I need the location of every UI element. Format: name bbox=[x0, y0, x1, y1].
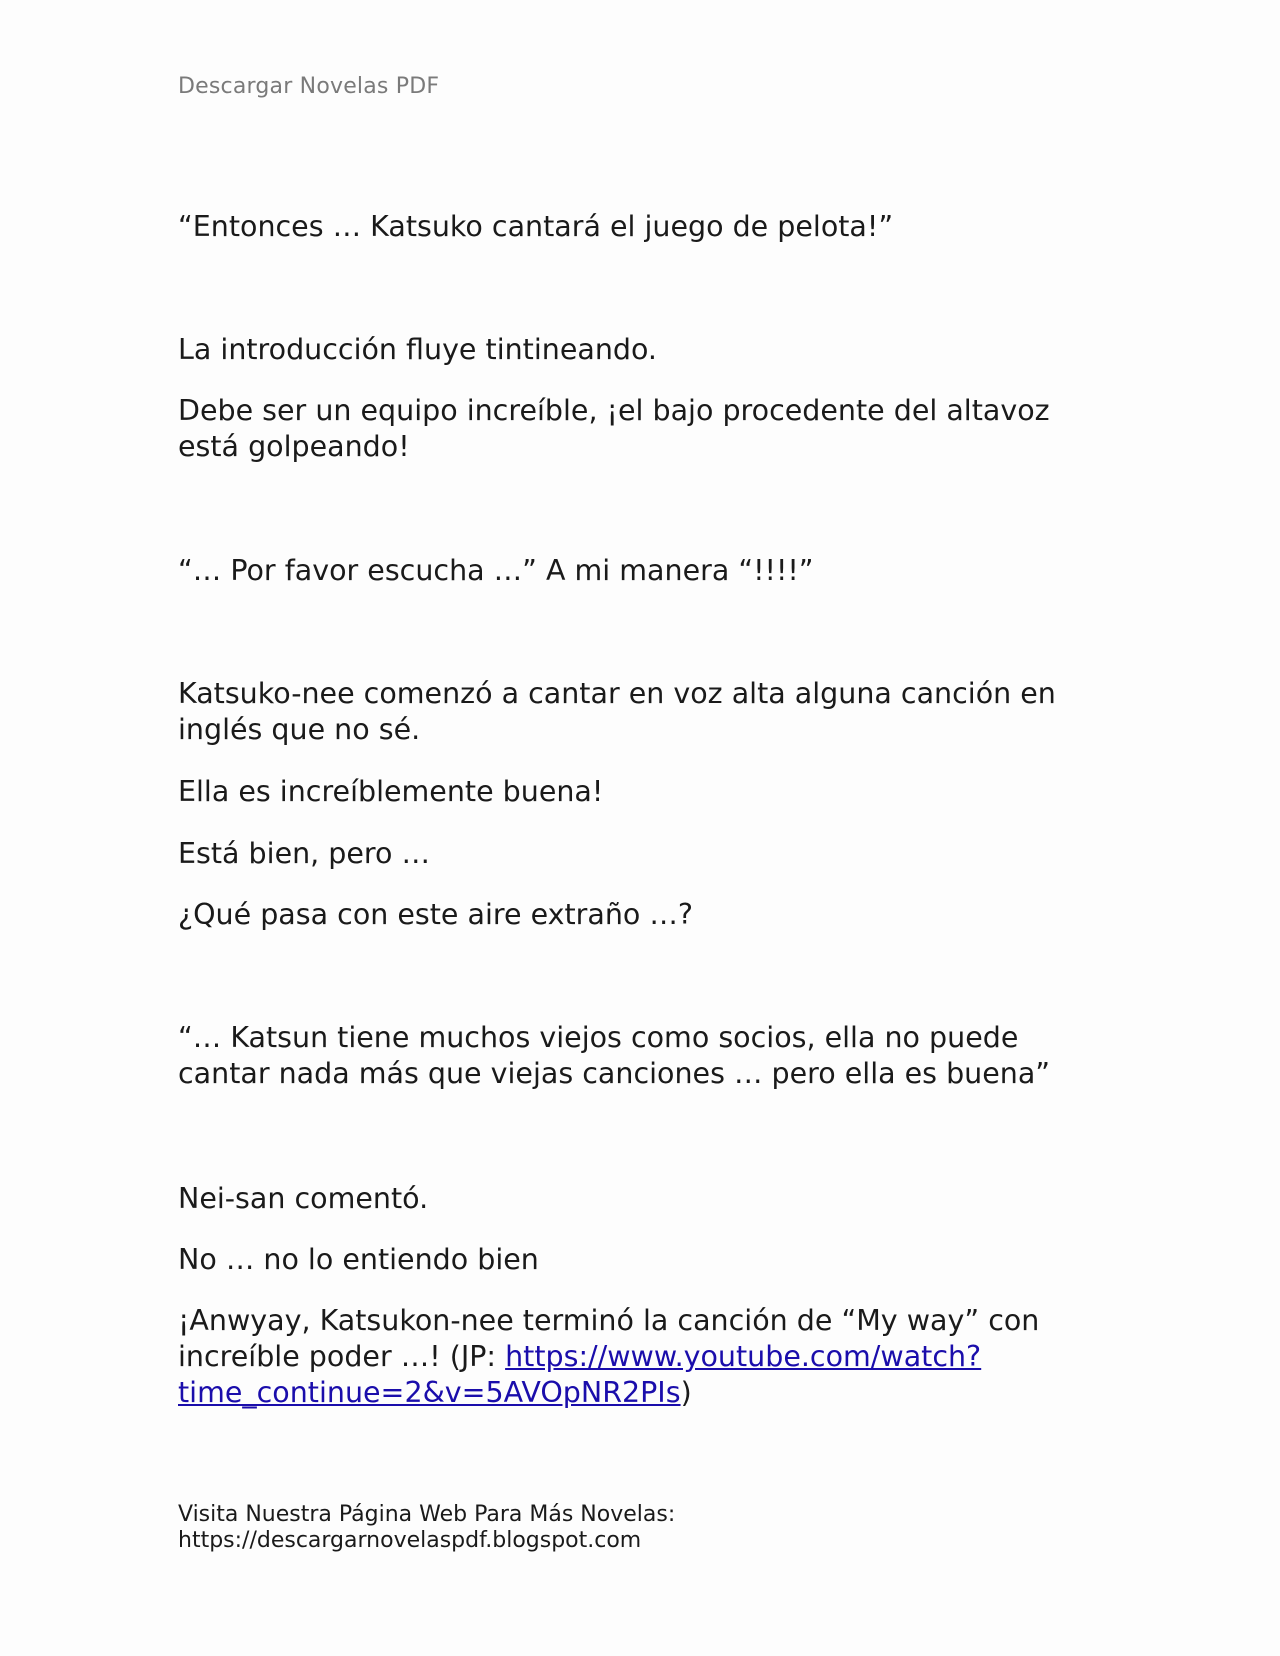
footer-line-1: Visita Nuestra Página Web Para Más Novelas: bbox=[178, 1502, 676, 1527]
paragraph-6: Ella es increíblemente buena! bbox=[178, 775, 604, 808]
paragraph-3-line-1: Debe ser un equipo increíble, ¡el bajo procedente del altavoz bbox=[178, 394, 1050, 427]
paragraph-12 bbox=[178, 1303, 1098, 1411]
paragraph-3 bbox=[178, 393, 1098, 465]
paragraph-9-line-1: “… Katsun tiene muchos viejos como socios, ella no puede bbox=[178, 1021, 1019, 1054]
paragraph-12-suffix: ) bbox=[680, 1376, 692, 1409]
paragraph-10: Nei-san comentó. bbox=[178, 1182, 429, 1215]
paragraph-9-line-2: cantar nada más que viejas canciones … pero ella es buena” bbox=[178, 1057, 1051, 1090]
paragraph-9 bbox=[178, 1020, 1098, 1092]
page-header: Descargar Novelas PDF bbox=[178, 74, 440, 99]
paragraph-12-line-1: ¡Anwyay, Katsukon-nee terminó la canción de “My way” con bbox=[178, 1304, 1040, 1337]
paragraph-12-line-2-prefix: increíble poder …! (JP: bbox=[178, 1340, 506, 1373]
paragraph-7: Está bien, pero … bbox=[178, 837, 430, 870]
paragraph-4: “… Por favor escucha …” A mi manera “!!!!” bbox=[178, 554, 814, 587]
document-page bbox=[178, 0, 1098, 1656]
paragraph-1: “Entonces … Katsuko cantará el juego de pelota!” bbox=[178, 210, 894, 243]
youtube-link-part-1[interactable]: https://www.youtube.com/watch? bbox=[505, 1340, 982, 1373]
paragraph-5-line-2: inglés que no sé. bbox=[178, 713, 421, 746]
paragraph-8: ¿Qué pasa con este aire extraño …? bbox=[178, 898, 694, 931]
paragraph-5-line-1: Katsuko-nee comenzó a cantar en voz alta alguna canción en bbox=[178, 677, 1056, 710]
paragraph-5 bbox=[178, 676, 1098, 748]
paragraph-3-line-2: está golpeando! bbox=[178, 430, 410, 463]
paragraph-11: No … no lo entiendo bien bbox=[178, 1243, 539, 1276]
youtube-link-part-2[interactable]: time_continue=2&v=5AVOpNR2PIs bbox=[178, 1376, 681, 1409]
paragraph-2: La introducción fluye tintineando. bbox=[178, 333, 657, 366]
footer-url: https://descargarnovelaspdf.blogspot.com bbox=[178, 1528, 642, 1553]
page-footer bbox=[178, 1502, 675, 1554]
